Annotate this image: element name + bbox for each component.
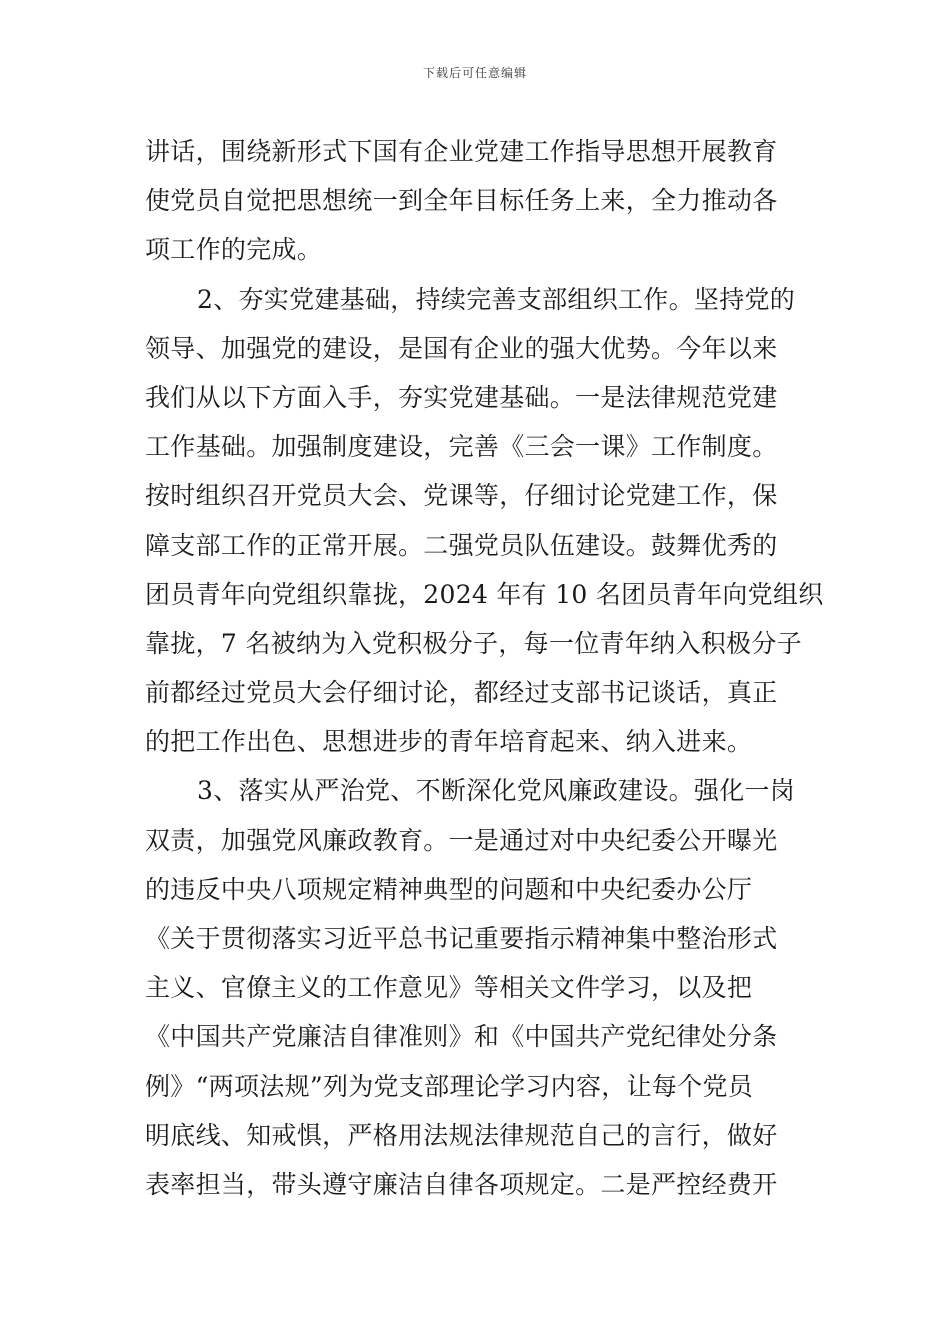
paragraph-2-first-line: 2、夯实党建基础，持续完善支部组织工作。坚持党的 [197,284,796,314]
text-line: 项工作的完成。 [145,235,323,265]
document-body [145,127,824,1209]
text-line: 讲话，围绕新形式下国有企业党建工作指导思想开展教育 [145,137,778,166]
text-line: 领导、加强党的建设，是国有企业的强大优势。今年以来 [145,333,778,363]
text-line: 《关于贯彻落实习近平总书记重要指示精神集中整治形式 [145,924,778,953]
text-line: 明底线、知戒惧，严格用法规法律规范自己的言行，做好 [145,1120,778,1150]
text-line: 前都经过党员大会仔细讨论，都经过支部书记谈话，真正 [145,678,778,708]
text-line: 主义、官僚主义的工作意见》等相关文件学习，以及把 [145,973,753,1003]
text-line: 的把工作出色、思想进步的青年培育起来、纳入进来。 [145,727,753,757]
text-line: 例》“两项法规”列为党支部理论学习内容，让每个党员 [145,1071,754,1101]
text-line: 《中国共产党廉洁自律准则》和《中国共产党纪律处分条 [145,1022,778,1052]
page-header: 下载后可任意编辑 [422,66,527,80]
paragraph-3-first-line: 3、落实从严治党、不断深化党风廉政建设。强化一岗 [197,776,796,806]
text-line: 团员青年向党组织靠拢，2024 年有 10 名团员青年向党组织 [145,579,824,609]
text-line: 的违反中央八项规定精神典型的问题和中央纪委办公厅 [145,874,753,904]
text-line: 靠拢，7 名被纳为入党积极分子，每一位青年纳入积极分子 [145,628,802,658]
text-line: 工作基础。加强制度建设，完善《三会一课》工作制度。 [145,432,778,462]
text-line: 按时组织召开党员大会、党课等，仔细讨论党建工作，保 [145,481,778,511]
text-line: 表率担当，带头遵守廉洁自律各项规定。二是严控经费开 [145,1169,778,1199]
text-line: 障支部工作的正常开展。二强党员队伍建设。鼓舞优秀的 [145,530,778,560]
text-line: 我们从以下方面入手，夯实党建基础。一是法律规范党建 [145,382,778,412]
text-line: 使党员自觉把思想统一到全年目标任务上来，全力推动各 [145,186,778,216]
text-line: 双责，加强党风廉政教育。一是通过对中央纪委公开曝光 [145,825,778,855]
